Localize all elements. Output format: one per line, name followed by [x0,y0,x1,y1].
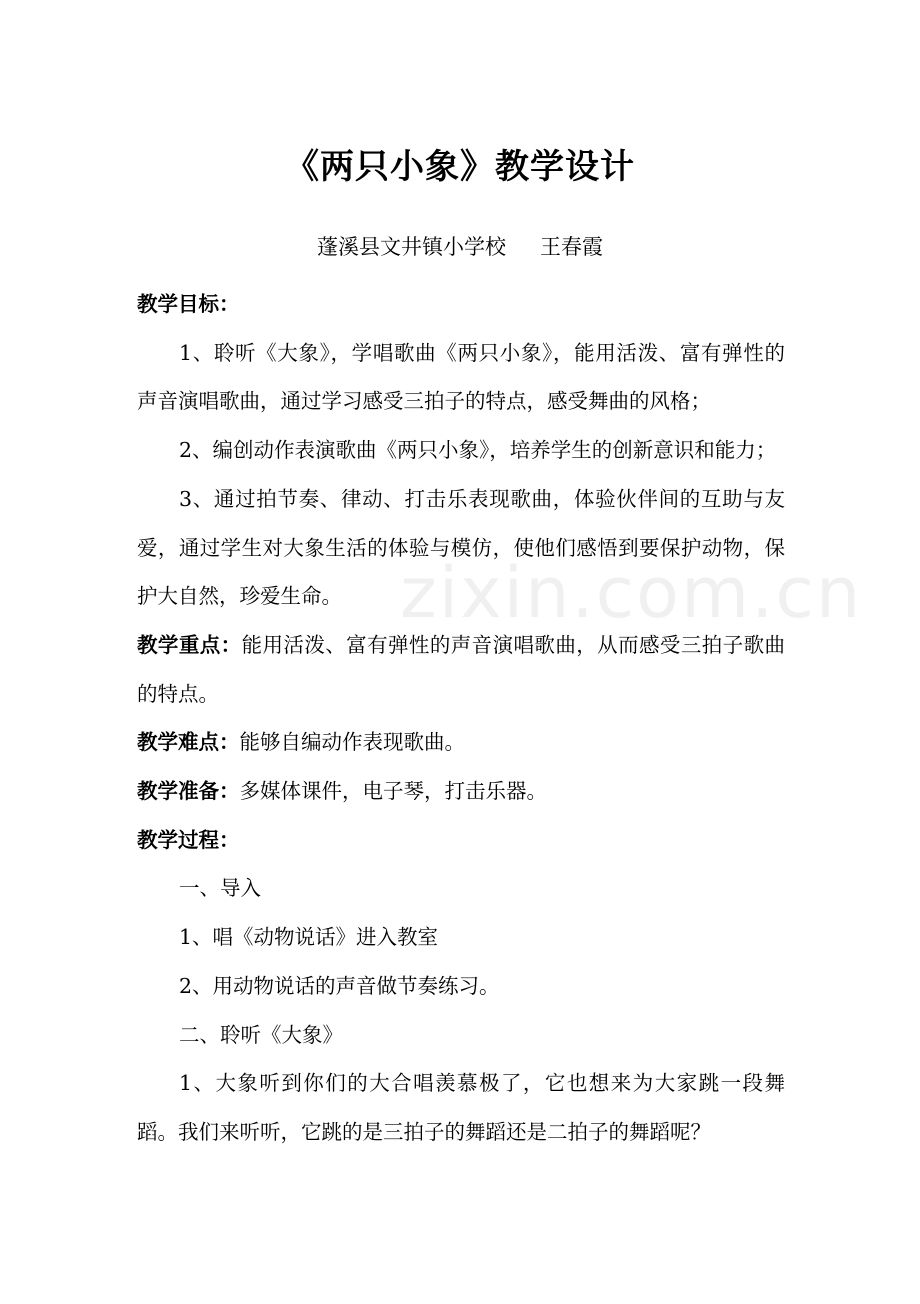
document-body [137,280,785,1157]
process-item: 1、唱《动物说话》进入教室 [179,925,439,950]
key-point-label: 教学重点： [137,632,242,657]
preparation-label: 教学准备： [137,779,240,804]
document-title: 《两只小象》教学设计 [285,147,635,187]
author-line [0,230,920,264]
objective-item: 2、编创动作表演歌曲《两只小象》，培养学生的创新意识和能力； [179,438,777,463]
objectives-heading: 教学目标： [137,292,240,316]
key-point-text: 能用活泼、富有弹性的声音演唱歌曲，从而感受三拍子歌曲的特点。 [137,632,786,706]
difficulty-label: 教学难点： [137,730,240,755]
objective-item: 1、聆听《大象》，学唱歌曲《两只小象》，能用活泼、富有弹性的声音演唱歌曲，通过学习感受三拍子的特点，感受舞曲的风格； [137,340,785,414]
preparation-paragraph [137,767,785,816]
process-heading: 教学过程： [137,827,240,852]
process-item: 一、导入 [179,876,261,901]
author-school: 蓬溪县文井镇小学校 [317,235,506,259]
objective-item: 3、通过拍节奏、律动、打击乐表现歌曲，体验伙伴间的互助与友爱，通过学生对大象生活的体验与模仿，使他们感悟到要保护动物，保护大自然，珍爱生命。 [137,486,785,609]
key-point-paragraph [137,621,785,718]
preparation-text: 多媒体课件，电子琴，打击乐器。 [239,779,547,804]
author-name: 王春霞 [540,235,603,259]
process-item: 二、聆听《大象》 [179,1022,343,1047]
process-item: 2、用动物说话的声音做节奏练习。 [179,973,500,998]
difficulty-paragraph [137,718,785,767]
watermark: zixin.com.cn [400,552,863,634]
difficulty-text: 能够自编动作表现歌曲。 [239,730,465,755]
process-item: 1、大象听到你们的大合唱羡慕极了，它也想来为大家跳一段舞蹈。我们来听听，它跳的是三拍子的舞蹈还是二拍子的舞蹈呢？ [137,1071,785,1144]
